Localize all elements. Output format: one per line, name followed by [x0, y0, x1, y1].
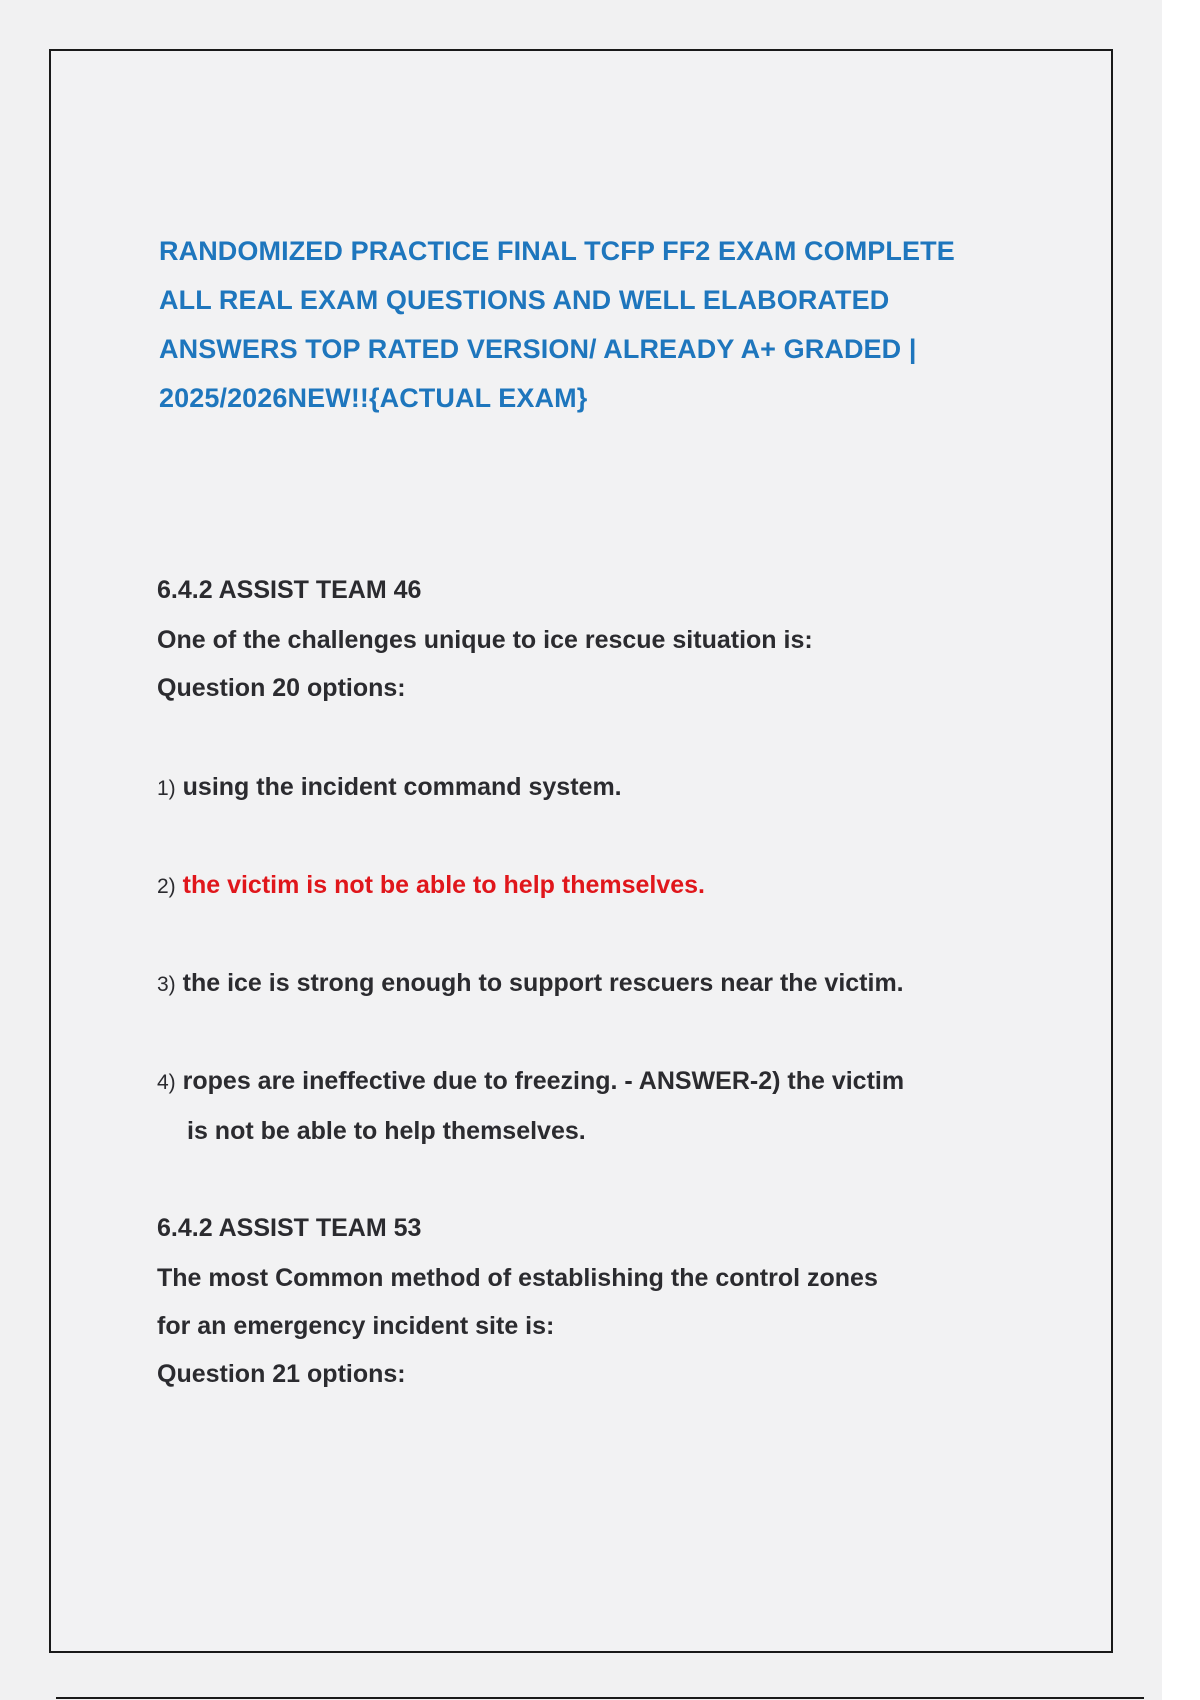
option-text: ropes are ineffective due to freezing. - ANSWER-2) the victim [182, 1067, 905, 1095]
question-prompt: for an emergency incident site is: [157, 1312, 555, 1340]
title-line: ALL REAL EXAM QUESTIONS AND WELL ELABORATED [159, 285, 890, 315]
title-line: 2025/2026NEW!!{ACTUAL EXAM} [159, 383, 588, 413]
answer-option [157, 1066, 904, 1098]
question-prompt: One of the challenges unique to ice rescue situation is: [157, 626, 813, 654]
option-number: 4) [157, 1071, 176, 1094]
question-options-label: Question 21 options: [157, 1360, 406, 1388]
option-number: 1) [157, 777, 176, 800]
option-text-correct: the victim is not be able to help themselves. [182, 871, 706, 899]
option-text-continuation: is not be able to help themselves. [187, 1117, 586, 1145]
question-options-label: Question 20 options: [157, 674, 406, 702]
question-prompt: The most Common method of establishing the control zones [157, 1264, 878, 1292]
title-line: RANDOMIZED PRACTICE FINAL TCFP FF2 EXAM COMPLETE [159, 236, 955, 266]
question-section-heading: 6.4.2 ASSIST TEAM 46 [157, 576, 422, 604]
viewer-margin [1162, 0, 1200, 1700]
title-line: ANSWERS TOP RATED VERSION/ ALREADY A+ GRADED | [159, 334, 917, 364]
answer-option-correct [157, 870, 705, 902]
answer-option [157, 772, 622, 804]
option-text: using the incident command system. [182, 773, 622, 801]
document-page [49, 49, 1113, 1653]
question-section-heading: 6.4.2 ASSIST TEAM 53 [157, 1214, 422, 1242]
option-number: 3) [157, 973, 176, 996]
option-text: the ice is strong enough to support rescuers near the victim. [182, 969, 904, 997]
document-title [159, 227, 1039, 423]
next-page-edge [56, 1697, 1144, 1699]
option-number: 2) [157, 875, 176, 898]
answer-option [157, 968, 904, 1000]
